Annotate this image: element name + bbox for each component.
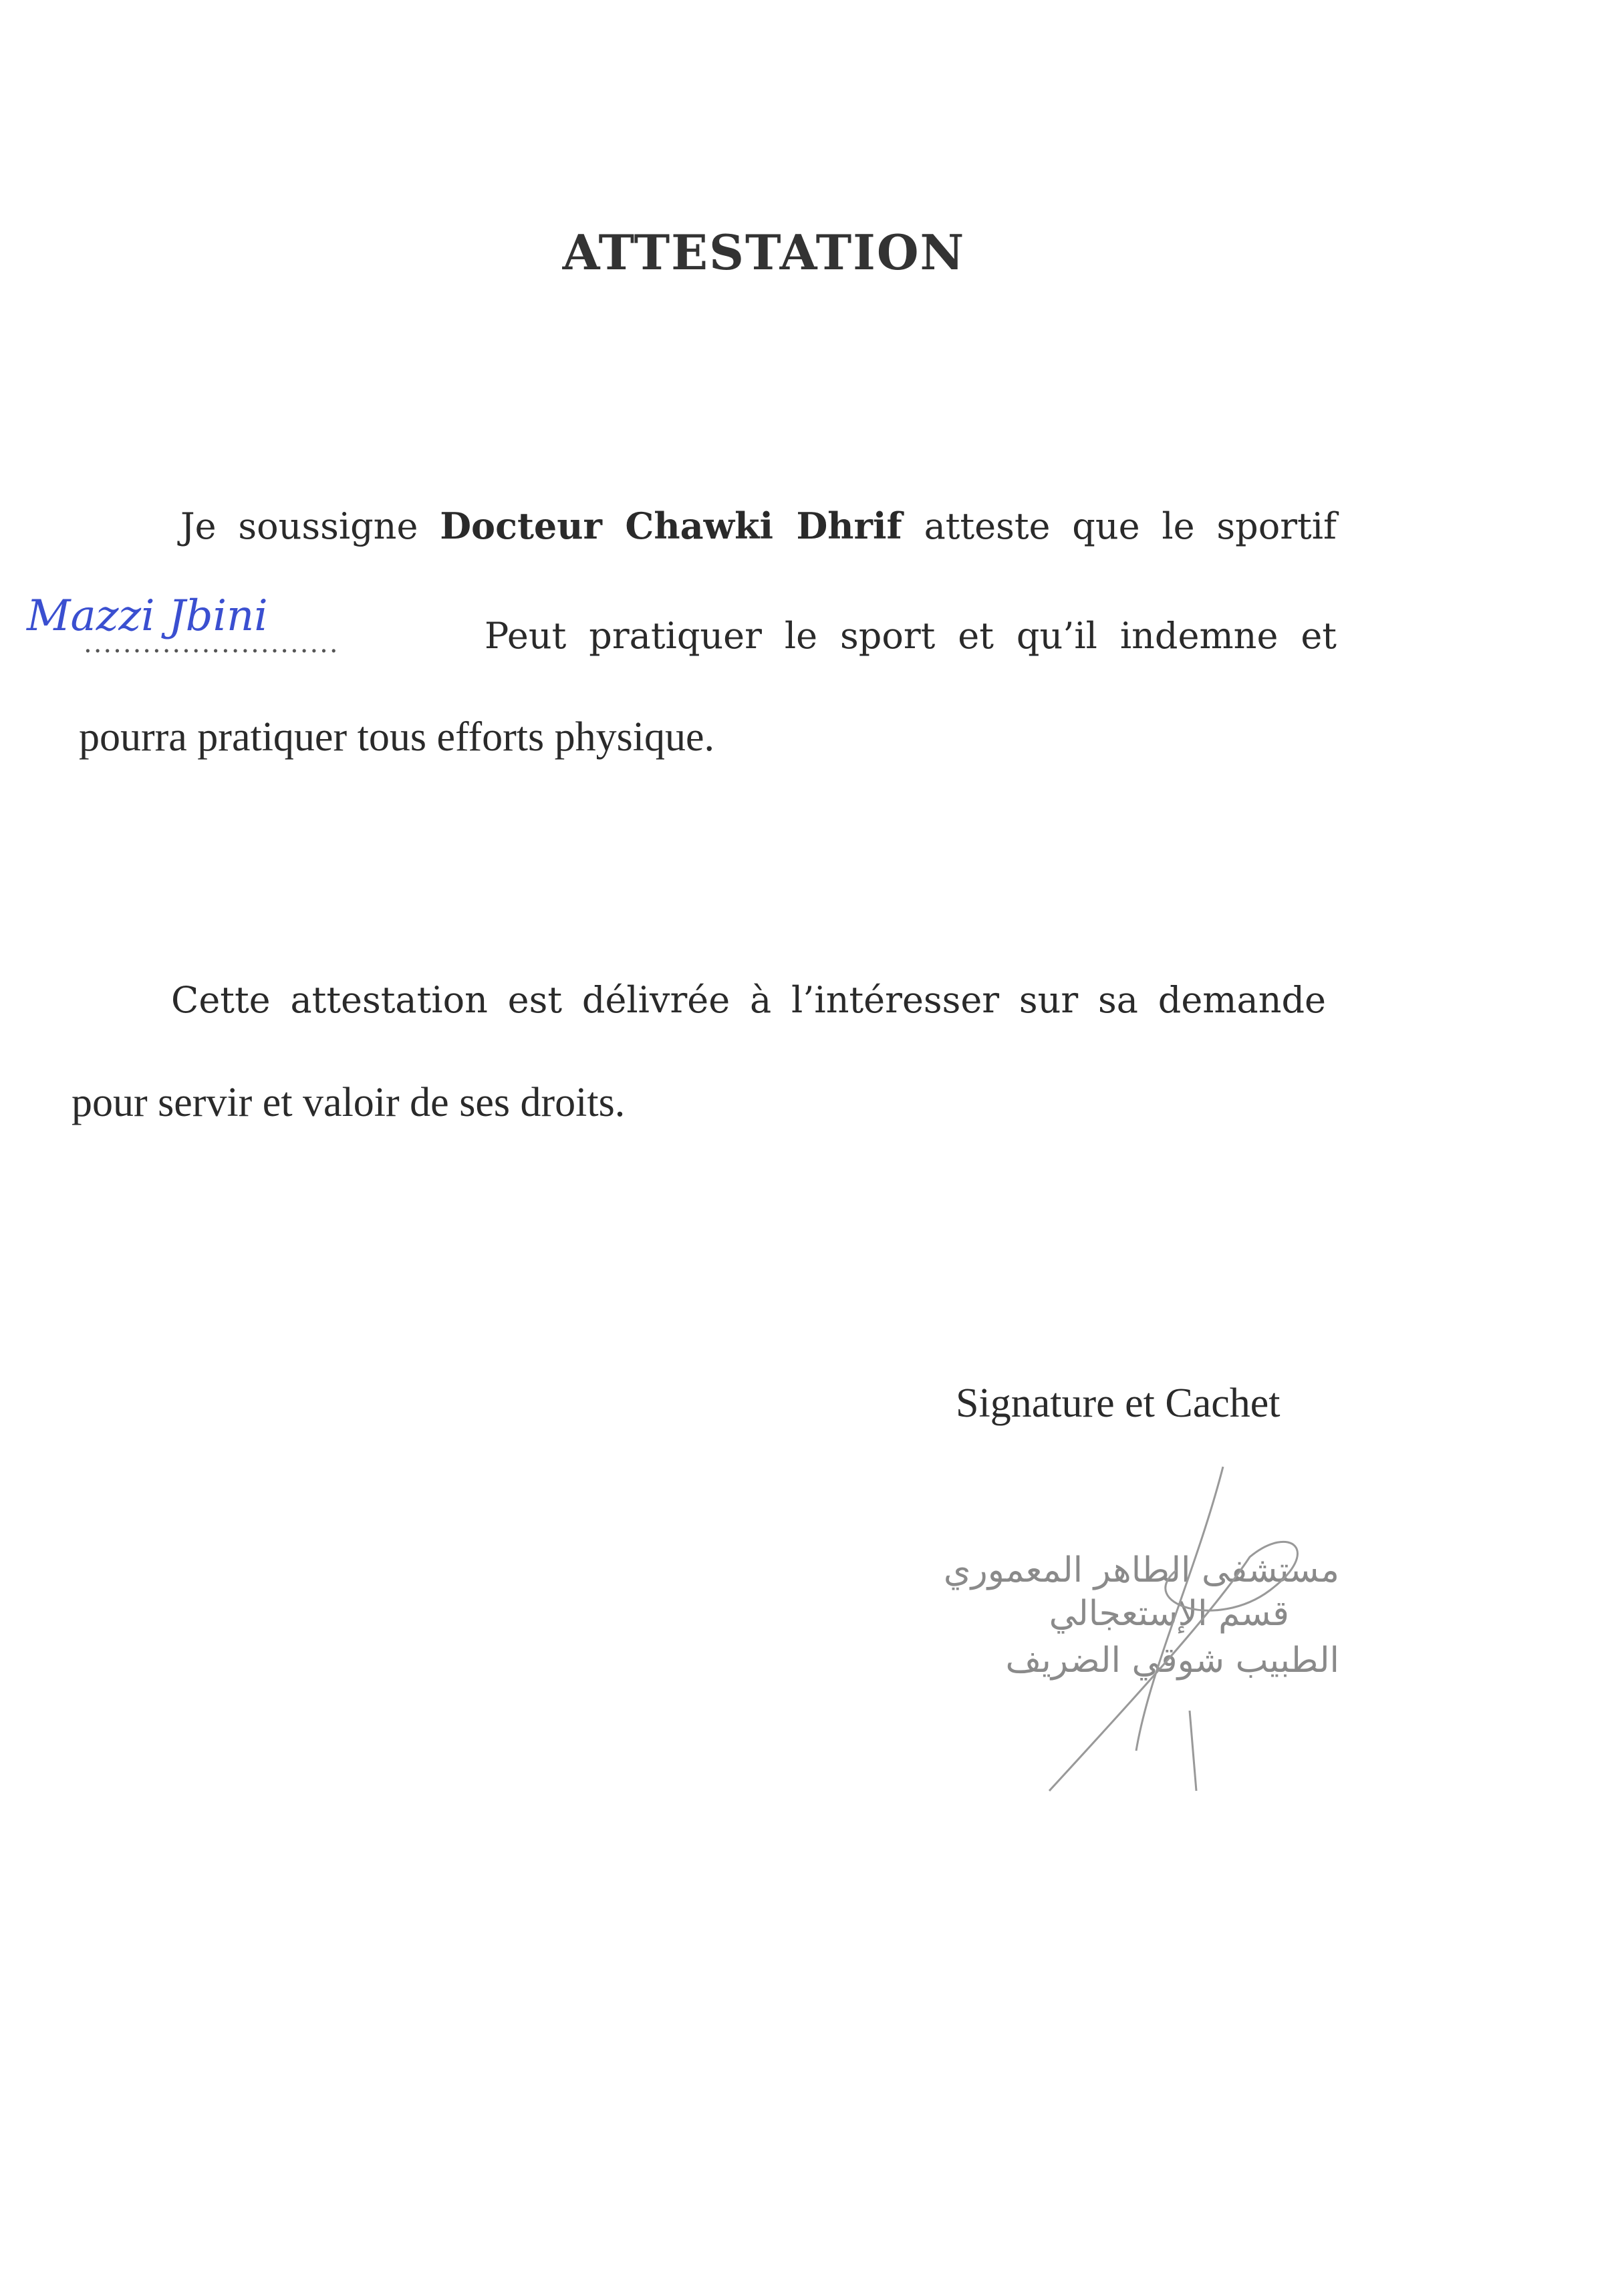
paragraph2-line1: Cette attestation est délivrée à l’intéresser sur sa demande — [171, 979, 1326, 1021]
paragraph2-line2: pour servir et valoir de ses droits. — [72, 1080, 626, 1125]
name-dotted-line: .......................... — [84, 628, 340, 659]
paragraph1-line3: pourra pratiquer tous efforts physique. — [79, 714, 715, 760]
stamp-line-department: قسم الإستعجالي — [1049, 1594, 1289, 1634]
text: atteste que le sportif — [924, 505, 1337, 547]
signature-label: Signature et Cachet — [956, 1381, 1281, 1426]
paragraph1-line2: Peut pratiquer le sport et qu’il indemne et — [485, 615, 1337, 657]
doctor-name: Docteur Chawki Dhrif — [440, 505, 902, 547]
text: Je soussigne — [180, 505, 418, 547]
handwritten-name: Mazzi Jbini — [27, 591, 268, 641]
stamp-line-hospital: مستشفى الطاهر المعموري — [943, 1550, 1339, 1590]
stamp-line-doctor: الطبيب شوقي الضريف — [1005, 1640, 1339, 1681]
document-title: ATTESTATION — [562, 224, 966, 281]
